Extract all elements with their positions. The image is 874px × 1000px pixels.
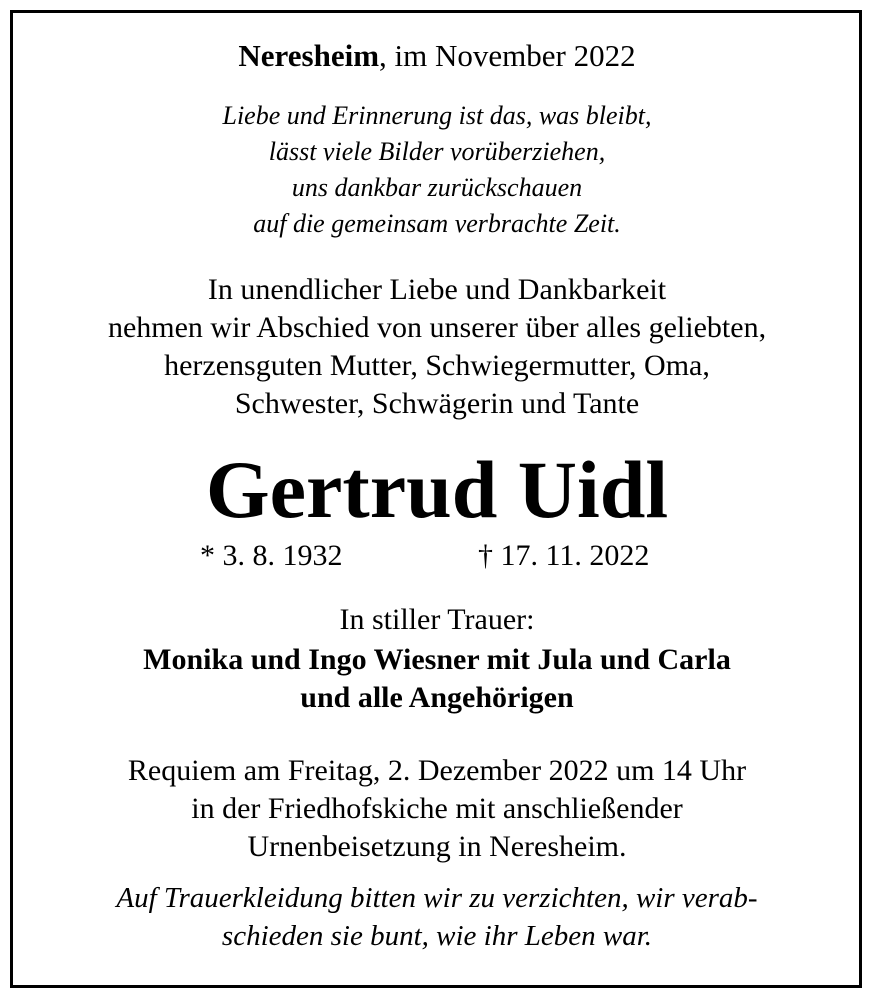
intro-line-2: nehmen wir Abschied von unserer über alles geliebten, — [107, 311, 767, 344]
intro-line-1: In unendlicher Liebe und Dankbarkeit — [207, 273, 667, 306]
note-line-2: schieden sie bunt, wie ihr Leben war. — [221, 920, 653, 952]
intro-line-4: Schwester, Schwägerin und Tante — [234, 387, 640, 420]
service-line-2: in der Friedhofskiche mit anschließender — [191, 792, 683, 825]
header-place-date — [0, 36, 874, 76]
poem-line-2: lässt viele Bilder vorüberziehen, — [268, 137, 606, 166]
deceased-name: Gertrud Uidl — [205, 444, 669, 535]
mourners-names-line-1: Monika und Ingo Wiesner mit Jula und Carla — [143, 643, 731, 676]
poem-line-4: auf die gemeinsam verbrachte Zeit. — [253, 209, 621, 238]
birth-date: * 3. 8. 1932 — [200, 539, 343, 572]
intro-line-3: herzensguten Mutter, Schwiegermutter, Oma, — [164, 349, 710, 382]
mourners-label: In stiller Trauer: — [339, 603, 535, 636]
service-line-1: Requiem am Freitag, 2. Dezember 2022 um 14 Uhr — [127, 754, 747, 787]
death-date: † 17. 11. 2022 — [478, 539, 650, 572]
service-line-3: Urnenbeisetzung in Neresheim. — [247, 830, 627, 863]
note-line-1: Auf Trauerkleidung bitten wir zu verzichten, wir verab- — [116, 882, 758, 914]
mourners-names-line-2: und alle Angehörigen — [300, 681, 574, 714]
poem-line-3: uns dankbar zurückschauen — [291, 173, 583, 202]
header-place: Neresheim — [238, 38, 380, 73]
poem-line-1: Liebe und Erinnerung ist das, was bleibt, — [222, 101, 652, 130]
header-date: , im November 2022 — [379, 38, 636, 73]
